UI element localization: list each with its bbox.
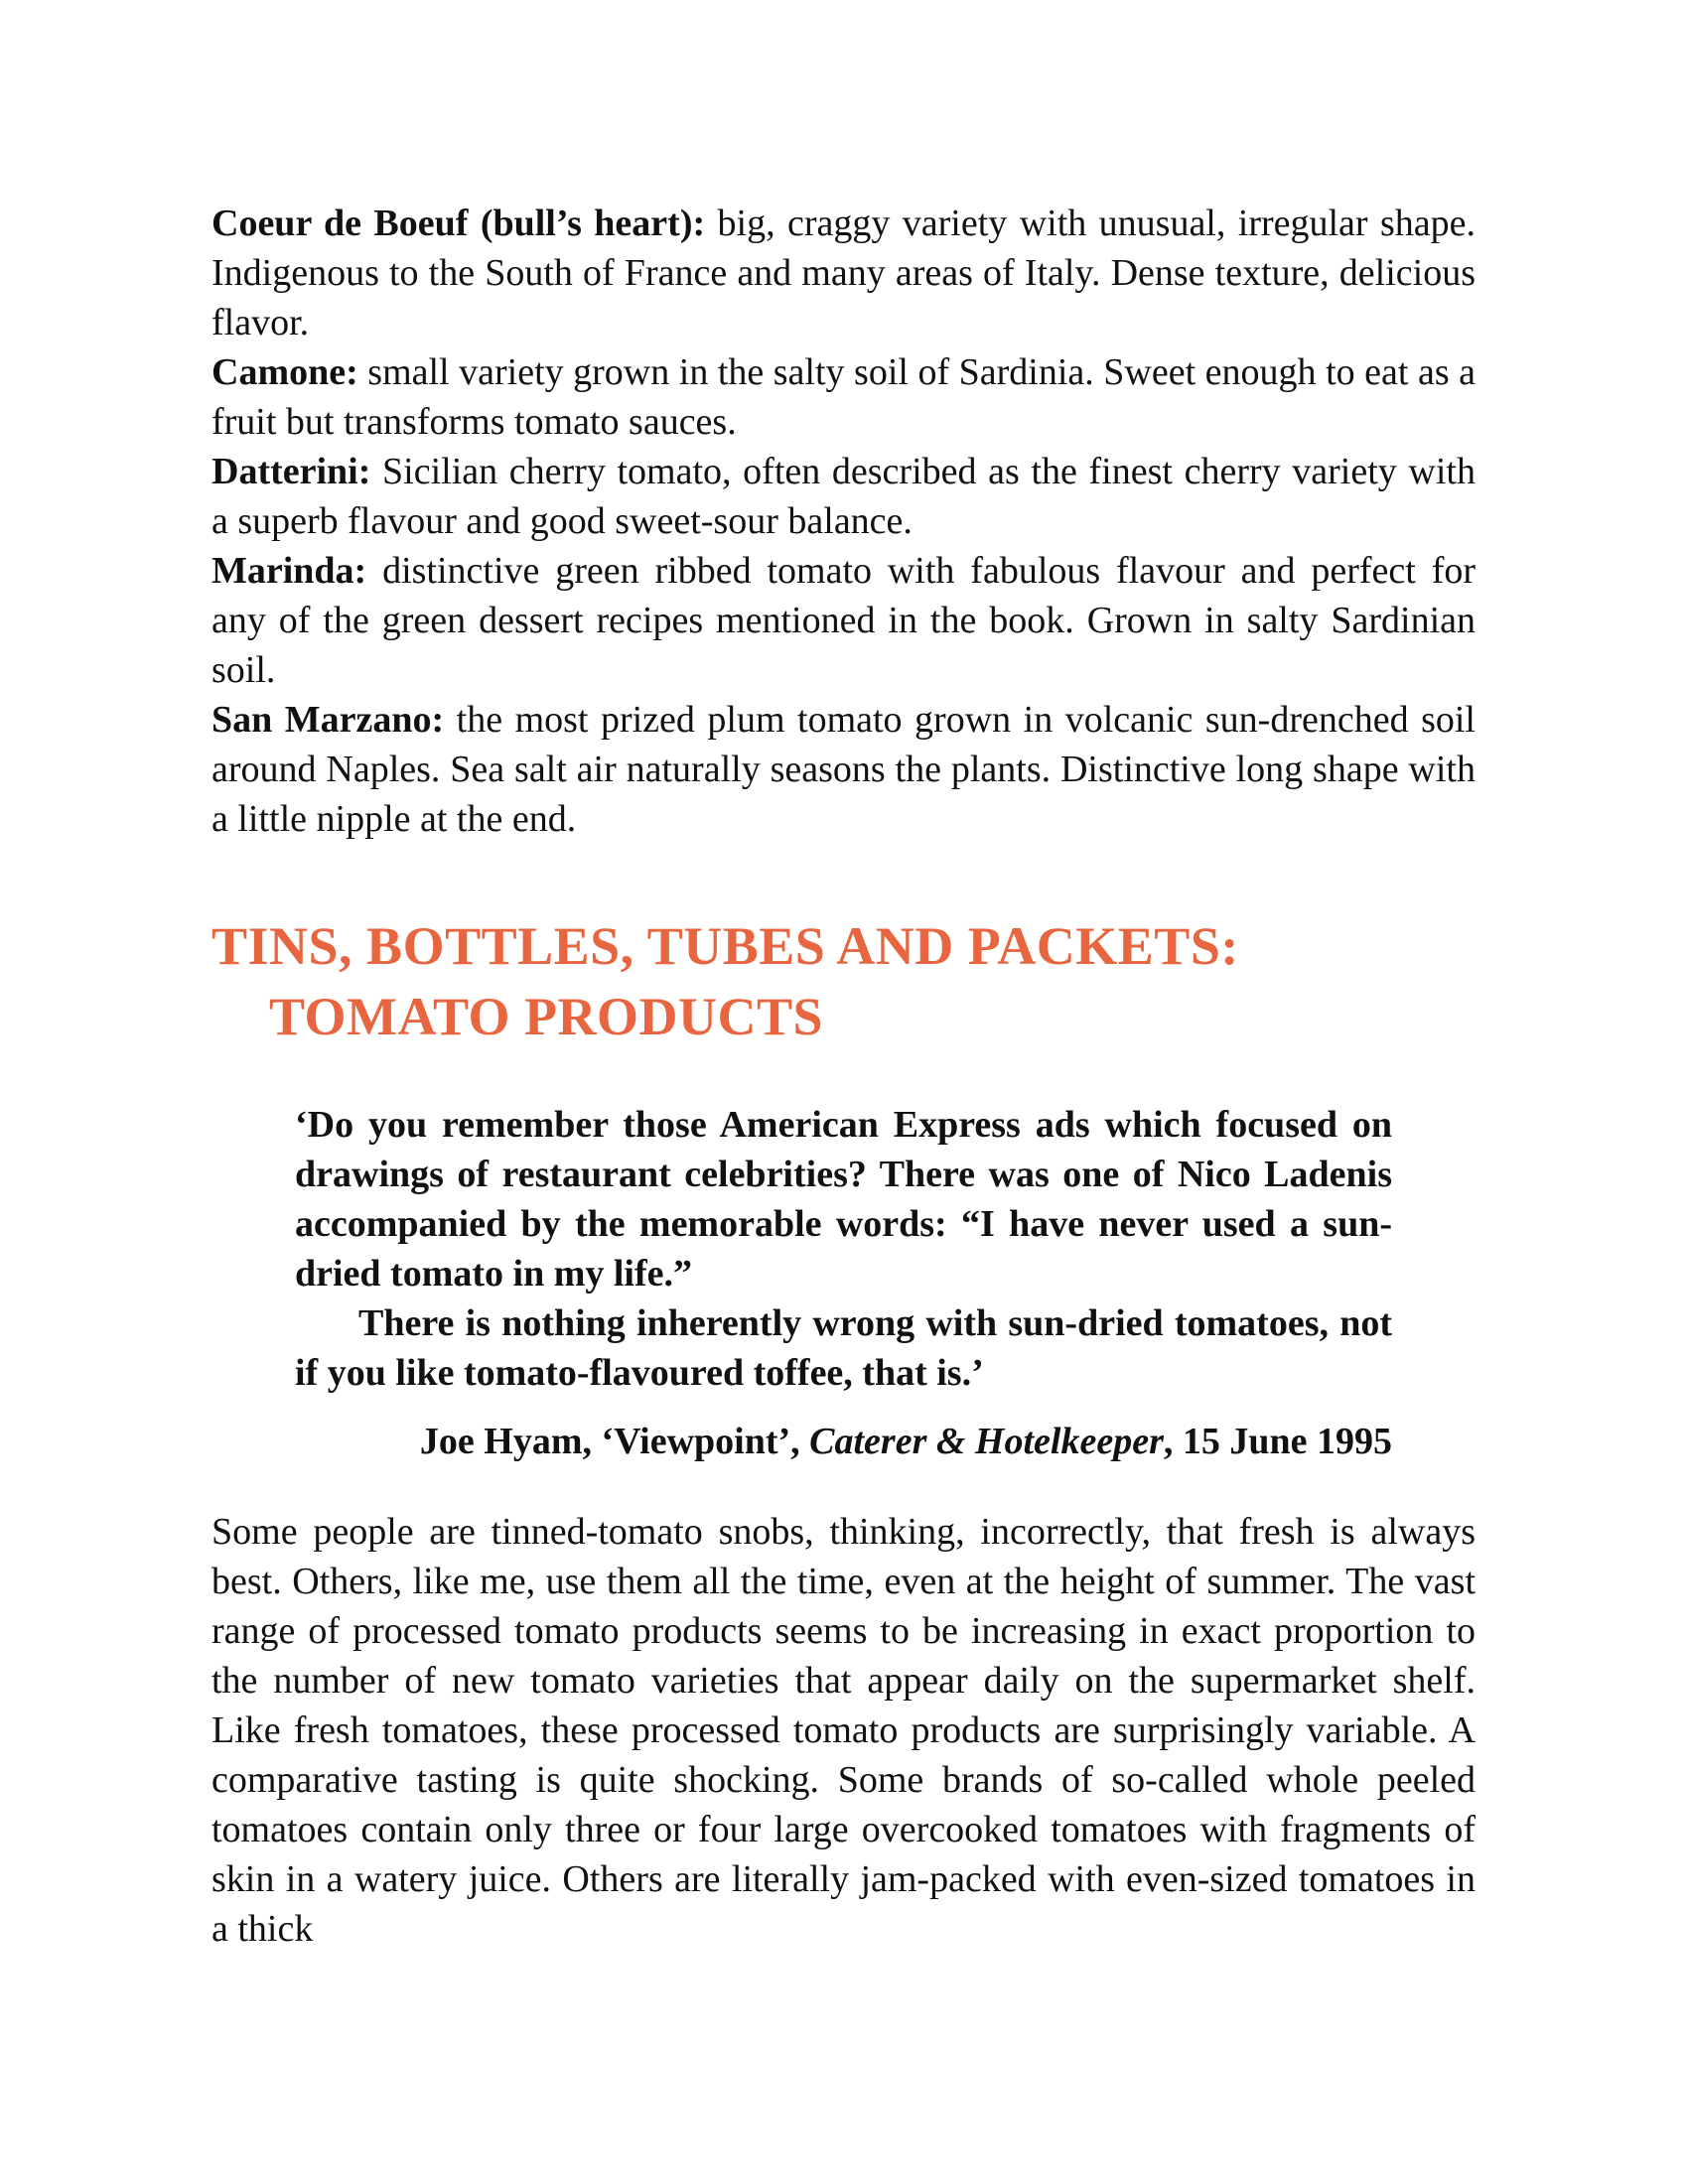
- variety-description: distinctive green ribbed tomato with fabulous flavour and perfect for any of the green dessert recipes mentioned in the book. Grown in salty Sardinian soil.: [211, 550, 1476, 691]
- epigraph-paragraph-1: ‘Do you remember those American Express ads which focused on drawings of restaurant celebrities? There was one of Nico Ladenis accompanied by the memorable words: “I have never used a sun-dried tomato in my life.”: [295, 1104, 1392, 1295]
- section-heading: [211, 911, 1476, 1052]
- variety-term: Coeur de Boeuf (bull’s heart):: [211, 203, 706, 244]
- attribution-publication: Caterer & Hotelkeeper: [809, 1421, 1164, 1462]
- variety-description: big, craggy variety with unusual, irregular shape. Indigenous to the South of France and many areas of Italy. Dense texture, delicious flavor.: [211, 203, 1477, 343]
- body-paragraph: Some people are tinned-tomato snobs, thinking, incorrectly, that fresh is always best. Others, like me, use them all the time, even at the height of summer. The vast range of processed tomato products seems to be increasing in exact proportion to the number of new tomato varieties that appear daily on the supermarket shelf. Like fresh tomatoes, these processed tomato products are surprisingly variable. A comparative tasting is quite shocking. Some brands of so-called whole peeled tomatoes contain only three or four large overcooked tomatoes with fragments of skin in a watery juice. Others are literally jam-packed with even-sized tomatoes in a thick: [211, 1511, 1476, 1950]
- variety-description: the most prized plum tomato grown in volcanic sun-drenched soil around Naples. Sea salt air naturally seasons the plants. Distinctive long shape with a little nipple at the end.: [211, 699, 1476, 840]
- epigraph-quote: [295, 1100, 1392, 1398]
- section-heading-line1: TINS, BOTTLES, TUBES AND PACKETS:: [211, 916, 1239, 976]
- attribution-author: Joe Hyam, ‘Viewpoint’,: [419, 1421, 810, 1462]
- variety-entry-coeur-de-boeuf: [211, 199, 1476, 347]
- variety-entry-marinda: [211, 546, 1476, 695]
- epigraph-paragraph-2: There is nothing inherently wrong with sun-dried tomatoes, not if you like tomato-flavoured toffee, that is.’: [295, 1302, 1392, 1394]
- variety-term: Datterini:: [211, 451, 371, 492]
- variety-description: small variety grown in the salty soil of Sardinia. Sweet enough to eat as a fruit but transforms tomato sauces.: [211, 351, 1476, 443]
- document-page: [211, 199, 1476, 1954]
- variety-description: Sicilian cherry tomato, often described as the finest cherry variety with a superb flavour and good sweet-sour balance.: [211, 451, 1476, 542]
- variety-entry-datterini: [211, 447, 1476, 546]
- variety-entry-camone: [211, 347, 1476, 447]
- epigraph-attribution: [211, 1417, 1392, 1466]
- variety-term: San Marzano:: [211, 699, 445, 741]
- variety-term: Camone:: [211, 351, 358, 393]
- variety-term: Marinda:: [211, 550, 367, 592]
- variety-entry-san-marzano: [211, 695, 1476, 844]
- attribution-date: , 15 June 1995: [1163, 1421, 1392, 1462]
- section-heading-line2: TOMATO PRODUCTS: [269, 987, 824, 1046]
